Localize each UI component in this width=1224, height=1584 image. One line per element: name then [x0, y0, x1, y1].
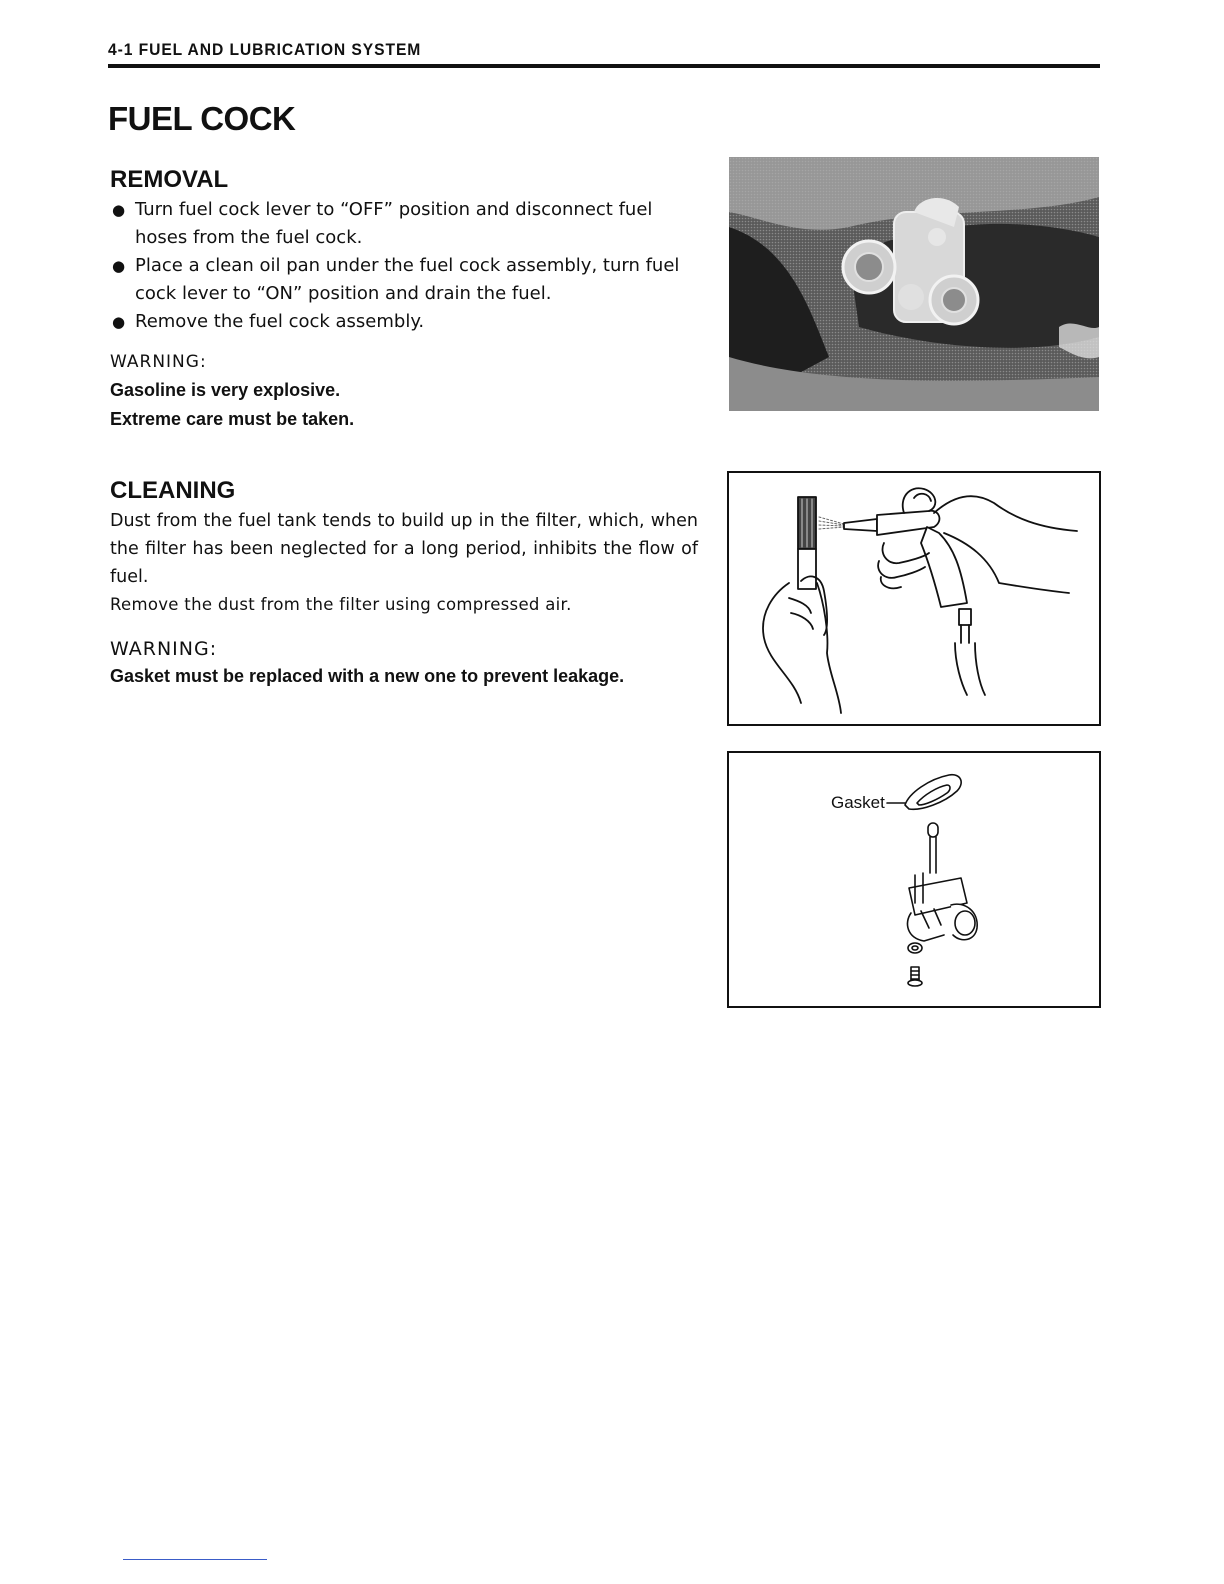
bullet-icon: ● — [112, 201, 126, 219]
bullet-icon: ● — [112, 313, 126, 331]
section-title: 4-1 FUEL AND LUBRICATION SYSTEM — [108, 40, 422, 59]
removal-step: ● Turn fuel cock lever to “OFF” position and disconnect fuel hoses from the fuel cock. — [110, 196, 700, 252]
fuel-cock-photo — [729, 157, 1099, 411]
removal-heading: REMOVAL — [110, 166, 229, 193]
page-header — [108, 40, 1100, 60]
cleaning-instruction: Remove the dust from the filter using compressed air. — [110, 595, 572, 614]
header-rule — [108, 64, 1100, 68]
bullet-icon: ● — [112, 257, 126, 275]
removal-step: ● Remove the fuel cock assembly. — [110, 308, 700, 336]
page-title: FUEL COCK — [108, 100, 296, 137]
gasket-figure — [727, 751, 1101, 1008]
warning-line: Extreme care must be taken. — [110, 409, 355, 429]
removal-step: ● Place a clean oil pan under the fuel cock assembly, turn fuel cock lever to “ON” position and drain the fuel. — [110, 252, 700, 308]
gasket-label: Gasket — [831, 793, 885, 812]
removal-warning-text — [110, 376, 354, 434]
removal-steps — [110, 196, 700, 336]
cleaning-paragraph: Dust from the fuel tank tends to build up in the filter, which, when the filter has been neglected for a long period, inhibits the flow of fuel. — [110, 511, 698, 587]
warning-line: Gasoline is very explosive. — [110, 380, 341, 400]
cleaning-warning-text: Gasket must be replaced with a new one to prevent leakage. — [110, 666, 625, 686]
removal-warning-label: WARNING: — [110, 352, 207, 372]
footer-line — [123, 1559, 267, 1560]
cleaning-figure — [727, 471, 1101, 726]
cleaning-warning-label: WARNING: — [110, 638, 218, 660]
cleaning-heading: CLEANING — [110, 477, 236, 504]
